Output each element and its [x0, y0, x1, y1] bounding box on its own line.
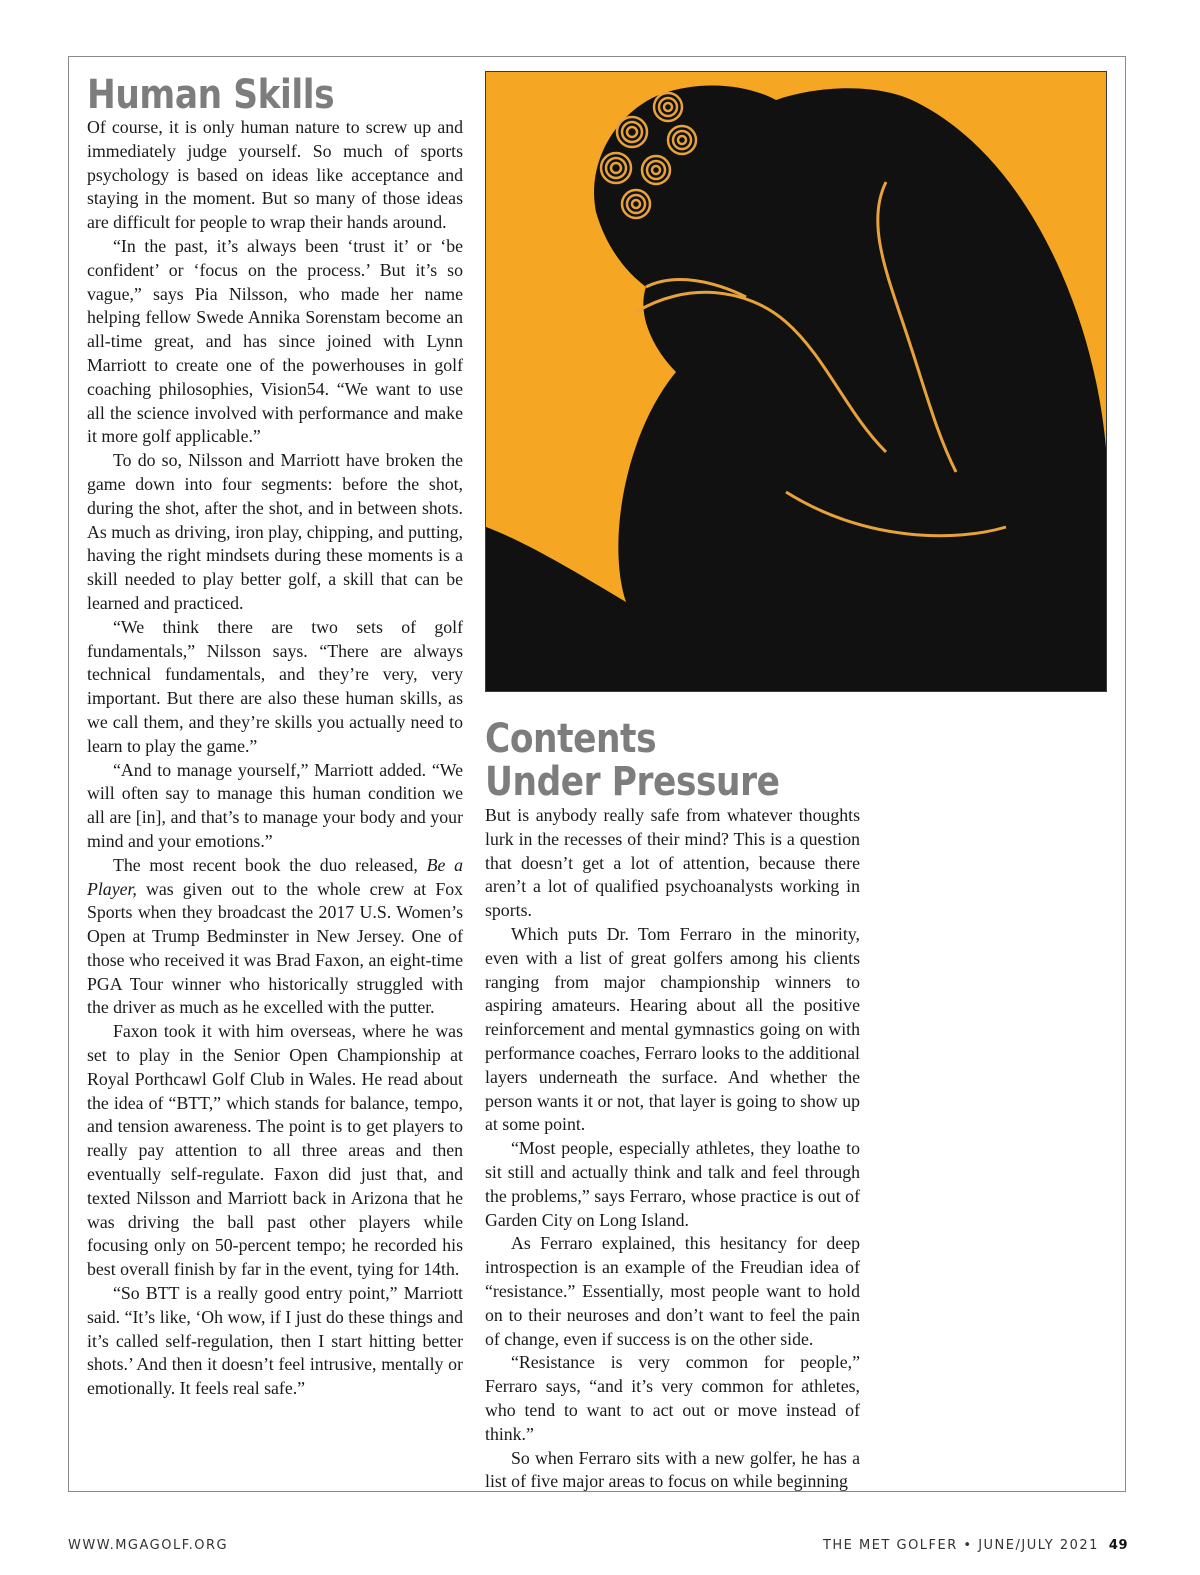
- paragraph: “In the past, it’s always been ‘trust it’ or ‘be confident’ or ‘focus on the process.’ But it’s so vague,” says Pia Nilsson, who made her name helping fellow Swede Annika Sorenstam become an all-time great, and has since joined with Lynn Marriott to create one of the powerhouses in golf coaching philosophies, Vision54. “We want to use all the science involved with performance and make it more golf applicable.”: [87, 235, 463, 447]
- book-text-after: was given out to the whole crew at Fox Sports when they broadcast the 2017 U.S. Women’s Open at Trump Bedminster in New Jersey. One of those who received it was Brad Faxon, an eight-time PGA Tour winner who historically struggled with the driver as much as he excelled with the putter.: [87, 878, 463, 1018]
- paragraph: Which puts Dr. Tom Ferraro in the minority, even with a list of great golfers among his clients ranging from major championship winners to aspiring amateurs. Hearing about all the positive reinforcement and mental gymnastics going on with performance coaches, Ferraro looks to the additional layers underneath the surface. And whether the person wants it or not, that layer is going to show up at some point.: [485, 923, 860, 1135]
- left-column: [87, 74, 463, 1401]
- paragraph: Of course, it is only human nature to screw up and immediately judge yourself. So much of sports psychology is based on ideas like acceptance and staying in the moment. But so many of those ideas are difficult for people to wrap their hands around.: [87, 117, 463, 233]
- heading-line-1: Contents: [485, 716, 657, 762]
- paragraph: Faxon took it with him overseas, where he was set to play in the Senior Open Championship at Royal Porthcawl Golf Club in Wales. He read about the idea of “BTT,” which stands for balance, tempo, and tension awareness. The point is to get players to really pay attention to all three areas and then eventually self-regulate. Faxon did just that, and texted Nilsson and Marriott back in Arizona that he was driving the ball past other players while focusing only on 50-percent tempo; he recorded his best overall finish by far in the event, tying for 14th.: [87, 1021, 463, 1280]
- right-column: [485, 718, 860, 1494]
- paragraph: As Ferraro explained, this hesitancy for deep introspection is an example of the Freudian idea of “resistance.” Essentially, most people want to hold on to their neuroses and don’t want to feel the pain of change, even if success is on the other side.: [485, 1233, 860, 1349]
- paragraph: “Most people, especially athletes, they loathe to sit still and actually think and talk and feel through the problems,” says Ferraro, whose practice is out of Garden City on Long Island.: [485, 1138, 860, 1230]
- paragraph: “And to manage yourself,” Marriott added. “We will often say to manage this human condition we all are [in], and that’s to manage your body and your mind and your emotions.”: [87, 759, 463, 851]
- paragraph-book: [87, 854, 463, 1021]
- page-number: 49: [1108, 1538, 1128, 1553]
- book-text-before: The most recent book the duo released,: [113, 854, 427, 875]
- publication-line: THE MET GOLFER • JUNE/JULY 2021: [822, 1538, 1099, 1553]
- heading-line-2: Under Pressure: [485, 759, 780, 805]
- figure-silhouette-image: [486, 72, 1107, 692]
- paragraph: So when Ferraro sits with a new golfer, he has a list of five major areas to focus on while beginning: [485, 1447, 860, 1492]
- paragraph: “Resistance is very common for people,” Ferraro says, “and it’s very common for athletes, who tend to want to act out or move instead of think.”: [485, 1352, 860, 1444]
- section-heading-contents-under-pressure: [485, 718, 808, 804]
- paragraph: “We think there are two sets of golf fundamentals,” Nilsson says. “There are always technical fundamentals, and they’re very, very important. But there are also these human skills, as we call them, and they’re skills you actually need to learn to play the game.”: [87, 616, 463, 756]
- footer-website: WWW.MGAGOLF.ORG: [68, 1538, 229, 1553]
- paragraph: “So BTT is a really good entry point,” Marriott said. “It’s like, ‘Oh wow, if I just do these things and it’s called self-regulation, then I start hitting better shots.’ And then it doesn’t feel intrusive, mentally or emotionally. It feels real safe.”: [87, 1283, 463, 1399]
- illustration-hunched-figure: [485, 71, 1107, 692]
- footer-publication: [823, 1538, 1128, 1553]
- paragraph: To do so, Nilsson and Marriott have broken the game down into four segments: before the shot, during the shot, after the shot, and in between shots. As much as driving, iron play, chipping, and putting, having the right mindsets during these moments is a skill needed to play better golf, a skill that can be learned and practiced.: [87, 450, 463, 613]
- section-heading-human-skills: Human Skills: [87, 72, 335, 118]
- paragraph: But is anybody really safe from whatever thoughts lurk in the recesses of their mind? This is a question that doesn’t get a lot of attention, because there aren’t a lot of qualified psychoanalysts working in sports.: [485, 805, 860, 921]
- book-title: Be a Player,: [87, 854, 463, 899]
